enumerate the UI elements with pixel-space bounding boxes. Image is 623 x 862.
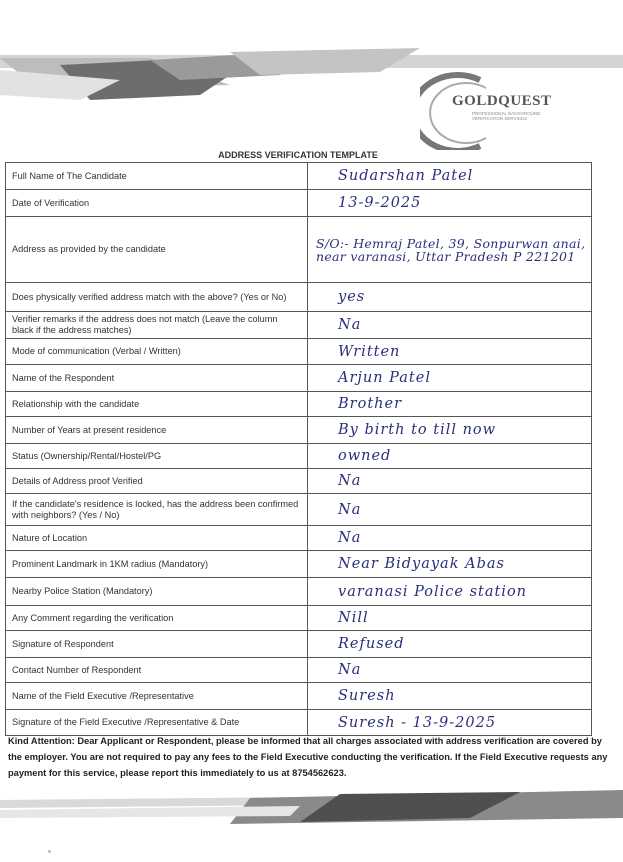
form-row: [6, 606, 592, 631]
field-label: Prominent Landmark in 1KM radius (Mandatory): [6, 551, 308, 578]
form-row: [6, 683, 592, 710]
form-row: [6, 551, 592, 578]
field-value: Sudarshan Patel: [308, 163, 592, 190]
form-row: [6, 283, 592, 312]
field-value: Suresh: [308, 683, 592, 710]
scan-speck: [48, 850, 51, 853]
form-row: [6, 469, 592, 494]
field-value: Na: [308, 469, 592, 494]
form-row: [6, 217, 592, 283]
field-label: Name of the Field Executive /Representative: [6, 683, 308, 710]
field-label: Status (Ownership/Rental/Hostel/PG: [6, 444, 308, 469]
field-value: Na: [308, 312, 592, 339]
field-label: Signature of the Field Executive /Representative & Date: [6, 710, 308, 736]
field-value: Suresh - 13-9-2025: [308, 710, 592, 736]
field-label: Verifier remarks if the address does not match (Leave the column black if the address matches): [6, 312, 308, 339]
field-value: owned: [308, 444, 592, 469]
form-row: [6, 631, 592, 658]
field-value: yes: [308, 283, 592, 312]
field-value: Na: [308, 494, 592, 526]
field-label: If the candidate's residence is locked, has the address been confirmed with neighbors? (Yes / No): [6, 494, 308, 526]
footer-decor-band: [0, 788, 623, 828]
logo-tagline: PROFESSIONAL BACKGROUND VERIFICATION SERVICES: [472, 111, 541, 121]
field-label: Address as provided by the candidate: [6, 217, 308, 283]
field-label: Nature of Location: [6, 526, 308, 551]
field-label: Full Name of The Candidate: [6, 163, 308, 190]
form-row: [6, 658, 592, 683]
field-value: Written: [308, 339, 592, 365]
field-value: Na: [308, 526, 592, 551]
notice-text: Dear Applicant or Respondent, please be informed that all charges associated with address verification are covered by the employer. You are not required to pay any fees to the Field Executive conducting the verification. If the Field Executive requests any payment for this service, please report this immediately to us at 8754562623.: [8, 736, 608, 778]
form-row: [6, 365, 592, 392]
form-row: [6, 444, 592, 469]
field-label: Name of the Respondent: [6, 365, 308, 392]
field-label: Number of Years at present residence: [6, 417, 308, 444]
payment-notice: [8, 733, 613, 781]
field-value: Refused: [308, 631, 592, 658]
field-label: Contact Number of Respondent: [6, 658, 308, 683]
field-label: Signature of Respondent: [6, 631, 308, 658]
verification-form-table: [5, 162, 592, 736]
field-value: Na: [308, 658, 592, 683]
field-value: Arjun Patel: [308, 365, 592, 392]
field-label: Any Comment regarding the verification: [6, 606, 308, 631]
form-row: [6, 312, 592, 339]
field-label: Date of Verification: [6, 190, 308, 217]
field-value: Nill: [308, 606, 592, 631]
form-row: [6, 578, 592, 606]
field-label: Details of Address proof Verified: [6, 469, 308, 494]
field-value: S/O:- Hemraj Patel, 39, Sonpurwan anai, near varanasi, Uttar Pradesh P 221201: [308, 217, 592, 283]
document-title: ADDRESS VERIFICATION TEMPLATE: [218, 150, 378, 160]
goldquest-logo-icon: [420, 70, 580, 150]
field-label: Does physically verified address match with the above? (Yes or No): [6, 283, 308, 312]
field-value: 13-9-2025: [308, 190, 592, 217]
form-row: [6, 163, 592, 190]
form-row: [6, 392, 592, 417]
form-row: [6, 526, 592, 551]
form-row: [6, 710, 592, 736]
notice-lead: Kind Attention:: [8, 736, 75, 746]
field-value: varanasi Police station: [308, 578, 592, 606]
field-label: Nearby Police Station (Mandatory): [6, 578, 308, 606]
form-row: [6, 339, 592, 365]
field-label: Mode of communication (Verbal / Written): [6, 339, 308, 365]
field-value: Near Bidyayak Abas: [308, 551, 592, 578]
logo-wordmark: GOLDQUEST: [452, 93, 552, 109]
form-row: [6, 417, 592, 444]
form-row: [6, 494, 592, 526]
form-row: [6, 190, 592, 217]
field-label: Relationship with the candidate: [6, 392, 308, 417]
field-value: By birth to till now: [308, 417, 592, 444]
field-value: Brother: [308, 392, 592, 417]
